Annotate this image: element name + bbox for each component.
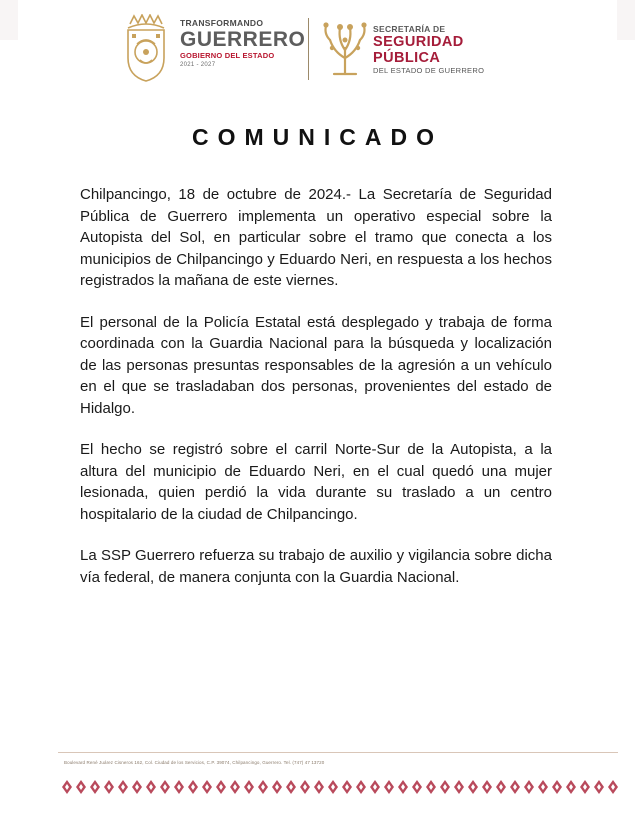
ssp-publica: PÚBLICA: [373, 50, 441, 66]
pattern-diamond: [552, 780, 562, 794]
paragraph-3: El hecho se registró sobre el carril Norte-Sur de la Autopista, a la altura del municipio de Eduardo Neri, en el cual quedó una mujer lesionada, quien perdió la vida durante su traslado a un centro hospitalario de la ciudad de Chilpancingo.: [80, 441, 552, 523]
pattern-diamond: [272, 780, 282, 794]
pattern-diamond: [454, 780, 464, 794]
pattern-diamond: [202, 780, 212, 794]
pattern-diamond: [314, 780, 324, 794]
pattern-diamond: [426, 780, 436, 794]
pattern-diamond: [398, 780, 408, 794]
pattern-diamond: [216, 780, 226, 794]
pattern-diamond: [104, 780, 114, 794]
pattern-diamond: [496, 780, 506, 794]
footer-divider: [58, 752, 618, 753]
pattern-diamond: [594, 780, 604, 794]
ssp-secretaria: SECRETARÍA DE: [373, 24, 446, 34]
pattern-diamond: [328, 780, 338, 794]
pattern-diamond: [62, 780, 72, 794]
pattern-diamond: [524, 780, 534, 794]
pattern-diamond: [342, 780, 352, 794]
guerrero-period: 2021 - 2027: [180, 62, 216, 68]
pattern-diamond: [230, 780, 240, 794]
pattern-diamond: [412, 780, 422, 794]
pattern-diamond: [244, 780, 254, 794]
ssp-seguridad: SEGURIDAD: [373, 34, 464, 50]
pattern-diamond: [132, 780, 142, 794]
pattern-diamond: [566, 780, 576, 794]
pattern-diamond: [286, 780, 296, 794]
pattern-diamond: [580, 780, 590, 794]
paragraph-1: Chilpancingo, 18 de octubre de 2024.- La Secretaría de Seguridad Pública de Guerrero implementa un operativo especial sobre la Autopista del Sol, en particular sobre el tramo que conecta a los municipios de Chilpancingo y Eduardo Neri, en respuesta a los hechos registrados la mañana de este viernes.: [80, 186, 552, 289]
pattern-diamond: [90, 780, 100, 794]
pattern-diamond: [538, 780, 548, 794]
guerrero-tagline: TRANSFORMANDO: [180, 18, 264, 28]
pattern-diamond: [188, 780, 198, 794]
pattern-diamond: [482, 780, 492, 794]
document-body: [80, 184, 552, 608]
guerrero-name: GUERRERO: [180, 28, 306, 51]
pattern-diamond: [510, 780, 520, 794]
header-divider: [308, 18, 309, 80]
pattern-diamond: [384, 780, 394, 794]
pattern-diamond: [118, 780, 128, 794]
pattern-diamond: [76, 780, 86, 794]
pattern-diamond: [258, 780, 268, 794]
pattern-diamond: [146, 780, 156, 794]
pattern-diamond: [174, 780, 184, 794]
ssp-tree-logo-icon: [320, 18, 370, 78]
guerrero-government: GOBIERNO DEL ESTADO: [180, 51, 275, 60]
pattern-diamond: [608, 780, 618, 794]
pattern-diamond: [370, 780, 380, 794]
footer-decorative-pattern: [60, 776, 620, 798]
paragraph-4: La SSP Guerrero refuerza su trabajo de auxilio y vigilancia sobre dicha vía federal, de manera conjunta con la Guardia Nacional.: [80, 547, 552, 586]
paragraph-2: El personal de la Policía Estatal está desplegado y trabaja de forma coordinada con la Guardia Nacional para la búsqueda y localización de las personas presuntas responsables de la agresión a un vehículo en el que se trasladaban dos personas, provenientes del estado de Hidalgo.: [80, 313, 552, 417]
pattern-diamond: [160, 780, 170, 794]
document-title: COMUNICADO: [192, 124, 443, 150]
pattern-diamond: [300, 780, 310, 794]
ssp-estado: DEL ESTADO DE GUERRERO: [373, 66, 485, 75]
pattern-diamond: [356, 780, 366, 794]
letterhead: [118, 10, 518, 90]
footer-address: Boulevard René Juárez Cisneros 162, Col. Ciudad de los Servicios, C.P. 39074, Chilpancingo, Guerrero. Tel. (747) 47 13720: [64, 760, 325, 765]
pattern-diamond: [468, 780, 478, 794]
guerrero-seal-icon: [122, 14, 170, 84]
pattern-diamond: [440, 780, 450, 794]
